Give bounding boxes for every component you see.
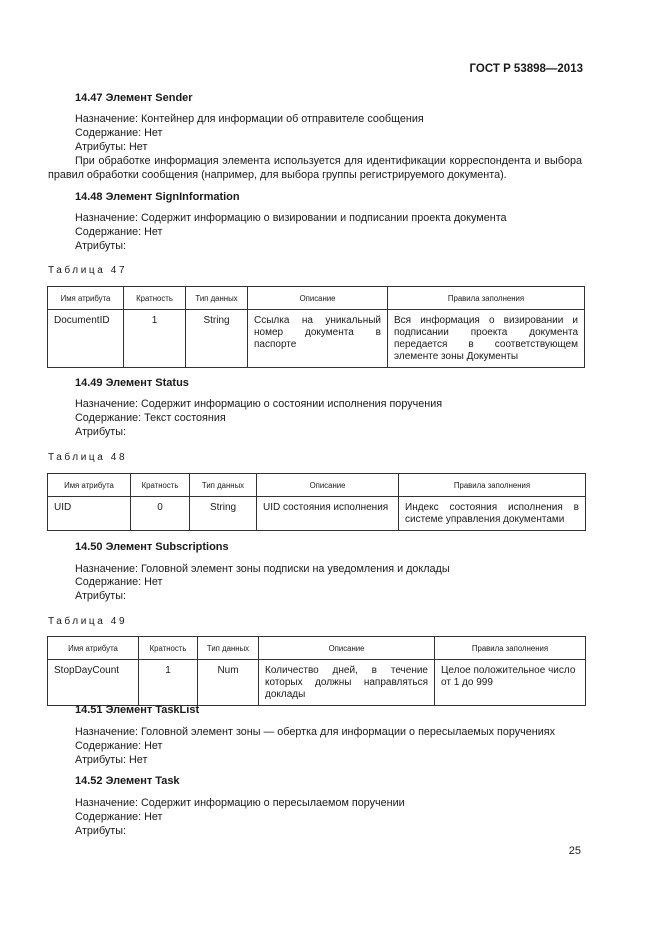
section-heading-14-50: 14.50 Элемент Subscriptions [75,541,229,553]
document-standard-id: ГОСТ Р 53898—2013 [469,63,583,75]
attributes-line: Атрибуты: [75,590,126,602]
content-line: Содержание: Нет [75,811,163,823]
column-header-data-type: Тип данных [198,637,259,660]
attributes-line: Атрибуты: [75,426,126,438]
cell-fill-rules: Вся информация о визировании и подписании проекта документа передается в соответствующем элементе зоны Документы [388,310,585,368]
table-row [48,310,585,368]
cell-description: Количество дней, в течение которых должны направляться доклады [259,660,435,706]
column-header-attribute-name: Имя атрибута [48,287,124,310]
page-number: 25 [568,845,581,857]
column-header-multiplicity: Кратность [131,474,190,497]
cell-attribute-name: DocumentID [48,310,124,368]
cell-multiplicity: 1 [139,660,198,706]
table-header-row [48,637,586,660]
column-header-attribute-name: Имя атрибута [48,637,139,660]
cell-data-type: String [186,310,248,368]
content-line: Содержание: Нет [75,127,163,139]
processing-note-text: При обработке информация элемента используется для идентификации корреспондента и выбора правил обработки сообщения (например, для выбора группы регистрируемого документа). [48,155,582,181]
attributes-line: Атрибуты: Нет [75,141,148,153]
table-caption-48: Таблица 48 [48,452,128,463]
table-row [48,497,586,531]
section-heading-14-52: 14.52 Элемент Task [75,775,180,787]
cell-fill-rules: Индекс состояния исполнения в системе управления документами [399,497,586,531]
column-header-fill-rules: Правила заполнения [399,474,586,497]
content-line: Содержание: Нет [75,226,163,238]
cell-attribute-name: UID [48,497,131,531]
cell-data-type: Num [198,660,259,706]
content-line: Содержание: Текст состояния [75,412,226,424]
column-header-data-type: Тип данных [186,287,248,310]
cell-multiplicity: 0 [131,497,190,531]
column-header-data-type: Тип данных [190,474,257,497]
column-header-attribute-name: Имя атрибута [48,474,131,497]
table-row [48,660,586,706]
cell-attribute-name: StopDayCount [48,660,139,706]
purpose-line: Назначение: Головной элемент зоны — обертка для информации о пересылаемых поручениях [75,726,555,738]
table-caption-49: Таблица 49 [48,616,128,627]
purpose-line: Назначение: Содержит информацию о состоянии исполнения поручения [75,398,443,410]
section-heading-14-49: 14.49 Элемент Status [75,377,189,389]
section-heading-14-48: 14.48 Элемент SignInformation [75,191,240,203]
purpose-line: Назначение: Содержит информацию о пересылаемом поручении [75,797,405,809]
attribute-table-47 [47,286,585,368]
purpose-line: Назначение: Контейнер для информации об отправителе сообщения [75,113,424,125]
cell-description: UID состояния исполнения [257,497,399,531]
purpose-line: Назначение: Головной элемент зоны подписки на уведомления и доклады [75,563,450,575]
cell-data-type: String [190,497,257,531]
content-line: Содержание: Нет [75,740,163,752]
table-header-row [48,474,586,497]
processing-note-paragraph [48,154,582,182]
cell-multiplicity: 1 [124,310,186,368]
attribute-table-48 [47,473,586,531]
attribute-table-49 [47,636,586,706]
cell-description: Ссылка на уникальный номер документа в паспорте [248,310,388,368]
column-header-description: Описание [248,287,388,310]
attributes-line: Атрибуты: [75,240,126,252]
column-header-multiplicity: Кратность [139,637,198,660]
attributes-line: Атрибуты: Нет [75,754,148,766]
content-line: Содержание: Нет [75,576,163,588]
cell-fill-rules: Целое положительное число от 1 до 999 [435,660,586,706]
attributes-line: Атрибуты: [75,825,126,837]
purpose-line: Назначение: Содержит информацию о визировании и подписании проекта документа [75,212,507,224]
column-header-description: Описание [259,637,435,660]
section-heading-14-47: 14.47 Элемент Sender [75,92,193,104]
table-caption-47: Таблица 47 [48,265,128,276]
column-header-description: Описание [257,474,399,497]
section-heading-14-51: 14.51 Элемент TaskList [75,704,200,716]
column-header-multiplicity: Кратность [124,287,186,310]
table-header-row [48,287,585,310]
column-header-fill-rules: Правила заполнения [435,637,586,660]
column-header-fill-rules: Правила заполнения [388,287,585,310]
